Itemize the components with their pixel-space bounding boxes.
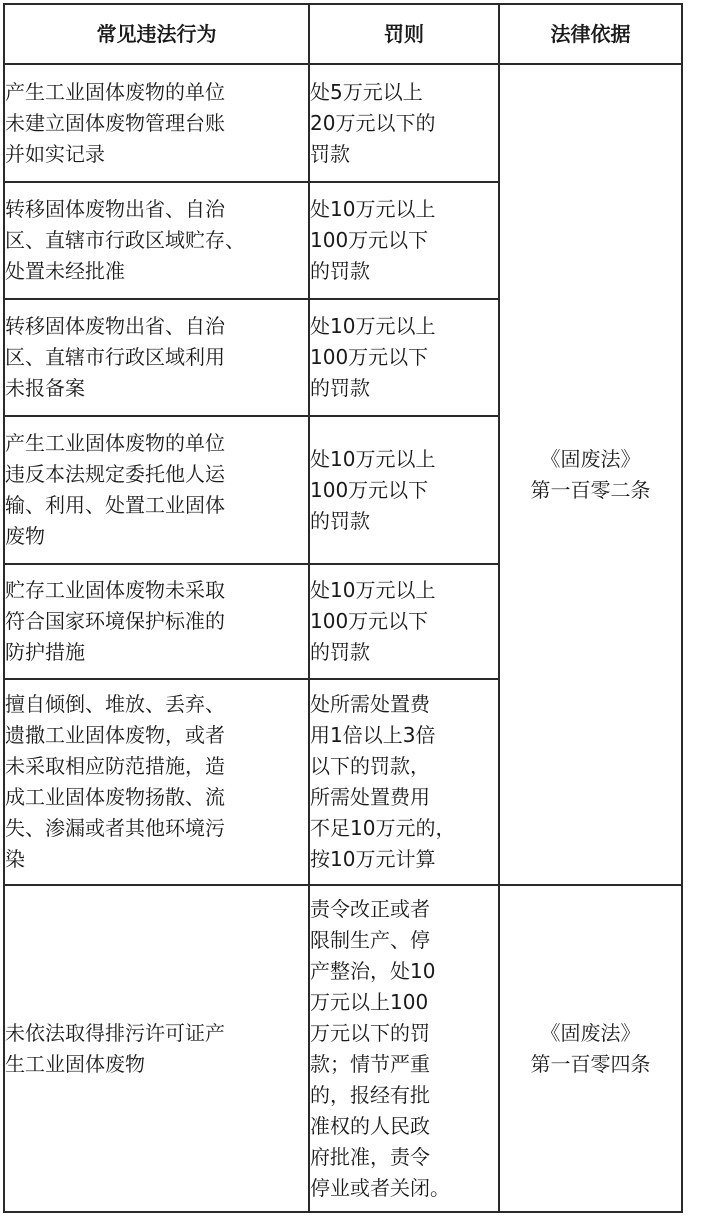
penalty-text: 处10万元以上 100万元以下 的罚款 bbox=[310, 314, 436, 400]
penalty-text: 责令改正或者 限制生产、停 产整治，处10 万元以上100 万元以下的罚 款；情节严重 的，报经有批 准权的人民政 府批准，责令 停业或者关闭。 bbox=[310, 896, 450, 1200]
header-penalty: 罚则 bbox=[309, 4, 499, 64]
behavior-text: 产生工业固体废物的单位 违反本法规定委托他人运 输、利用、处置工业固体 废物 bbox=[5, 431, 225, 548]
behavior-cell bbox=[4, 64, 309, 182]
table-header-row bbox=[4, 4, 682, 64]
penalty-cell bbox=[309, 679, 499, 885]
table-row bbox=[4, 885, 682, 1212]
basis-cell-group-2 bbox=[499, 885, 682, 1212]
penalty-cell bbox=[309, 564, 499, 679]
behavior-cell bbox=[4, 564, 309, 679]
behavior-text: 转移固体废物出省、自治 区、直辖市行政区域利用 未报备案 bbox=[5, 314, 225, 400]
penalty-text: 处5万元以上 20万元以下的 罚款 bbox=[310, 79, 436, 166]
penalty-cell bbox=[309, 64, 499, 182]
penalty-text: 处10万元以上 100万元以下 的罚款 bbox=[310, 578, 436, 664]
behavior-text: 转移固体废物出省、自治 区、直辖市行政区域贮存、 处置未经批准 bbox=[5, 197, 245, 283]
behavior-cell bbox=[4, 679, 309, 885]
behavior-text: 擅自倾倒、堆放、丢弃、 遗撒工业固体废物，或者 未采取相应防范措施，造 成工业固体废物扬散、流 失、渗漏或者其他环境污 染 bbox=[5, 692, 225, 871]
penalty-text: 处所需处置费 用1倍以上3倍 以下的罚款， 所需处置费用 不足10万元的， 按10万元计算 bbox=[310, 692, 456, 871]
basis-text: 《固废法》 第一百零二条 bbox=[530, 446, 651, 502]
penalty-table bbox=[3, 3, 683, 1213]
behavior-cell bbox=[4, 182, 309, 299]
behavior-text: 未依法取得排污许可证产 生工业固体废物 bbox=[5, 1020, 225, 1076]
behavior-text: 产生工业固体废物的单位 未建立固体废物管理台账 并如实记录 bbox=[5, 79, 225, 166]
basis-text: 《固废法》 第一百零四条 bbox=[530, 1020, 651, 1076]
penalty-cell bbox=[309, 182, 499, 299]
penalty-text: 处10万元以上 100万元以下 的罚款 bbox=[310, 446, 436, 533]
basis-cell-group-1 bbox=[499, 64, 682, 885]
behavior-cell bbox=[4, 885, 309, 1212]
penalty-text: 处10万元以上 100万元以下 的罚款 bbox=[310, 197, 436, 283]
header-basis: 法律依据 bbox=[499, 4, 682, 64]
penalty-cell bbox=[309, 416, 499, 564]
header-behavior: 常见违法行为 bbox=[4, 4, 309, 64]
behavior-cell bbox=[4, 416, 309, 564]
penalty-cell bbox=[309, 885, 499, 1212]
table-row bbox=[4, 64, 682, 182]
penalty-cell bbox=[309, 299, 499, 416]
behavior-text: 贮存工业固体废物未采取 符合国家环境保护标准的 防护措施 bbox=[5, 578, 225, 664]
behavior-cell bbox=[4, 299, 309, 416]
